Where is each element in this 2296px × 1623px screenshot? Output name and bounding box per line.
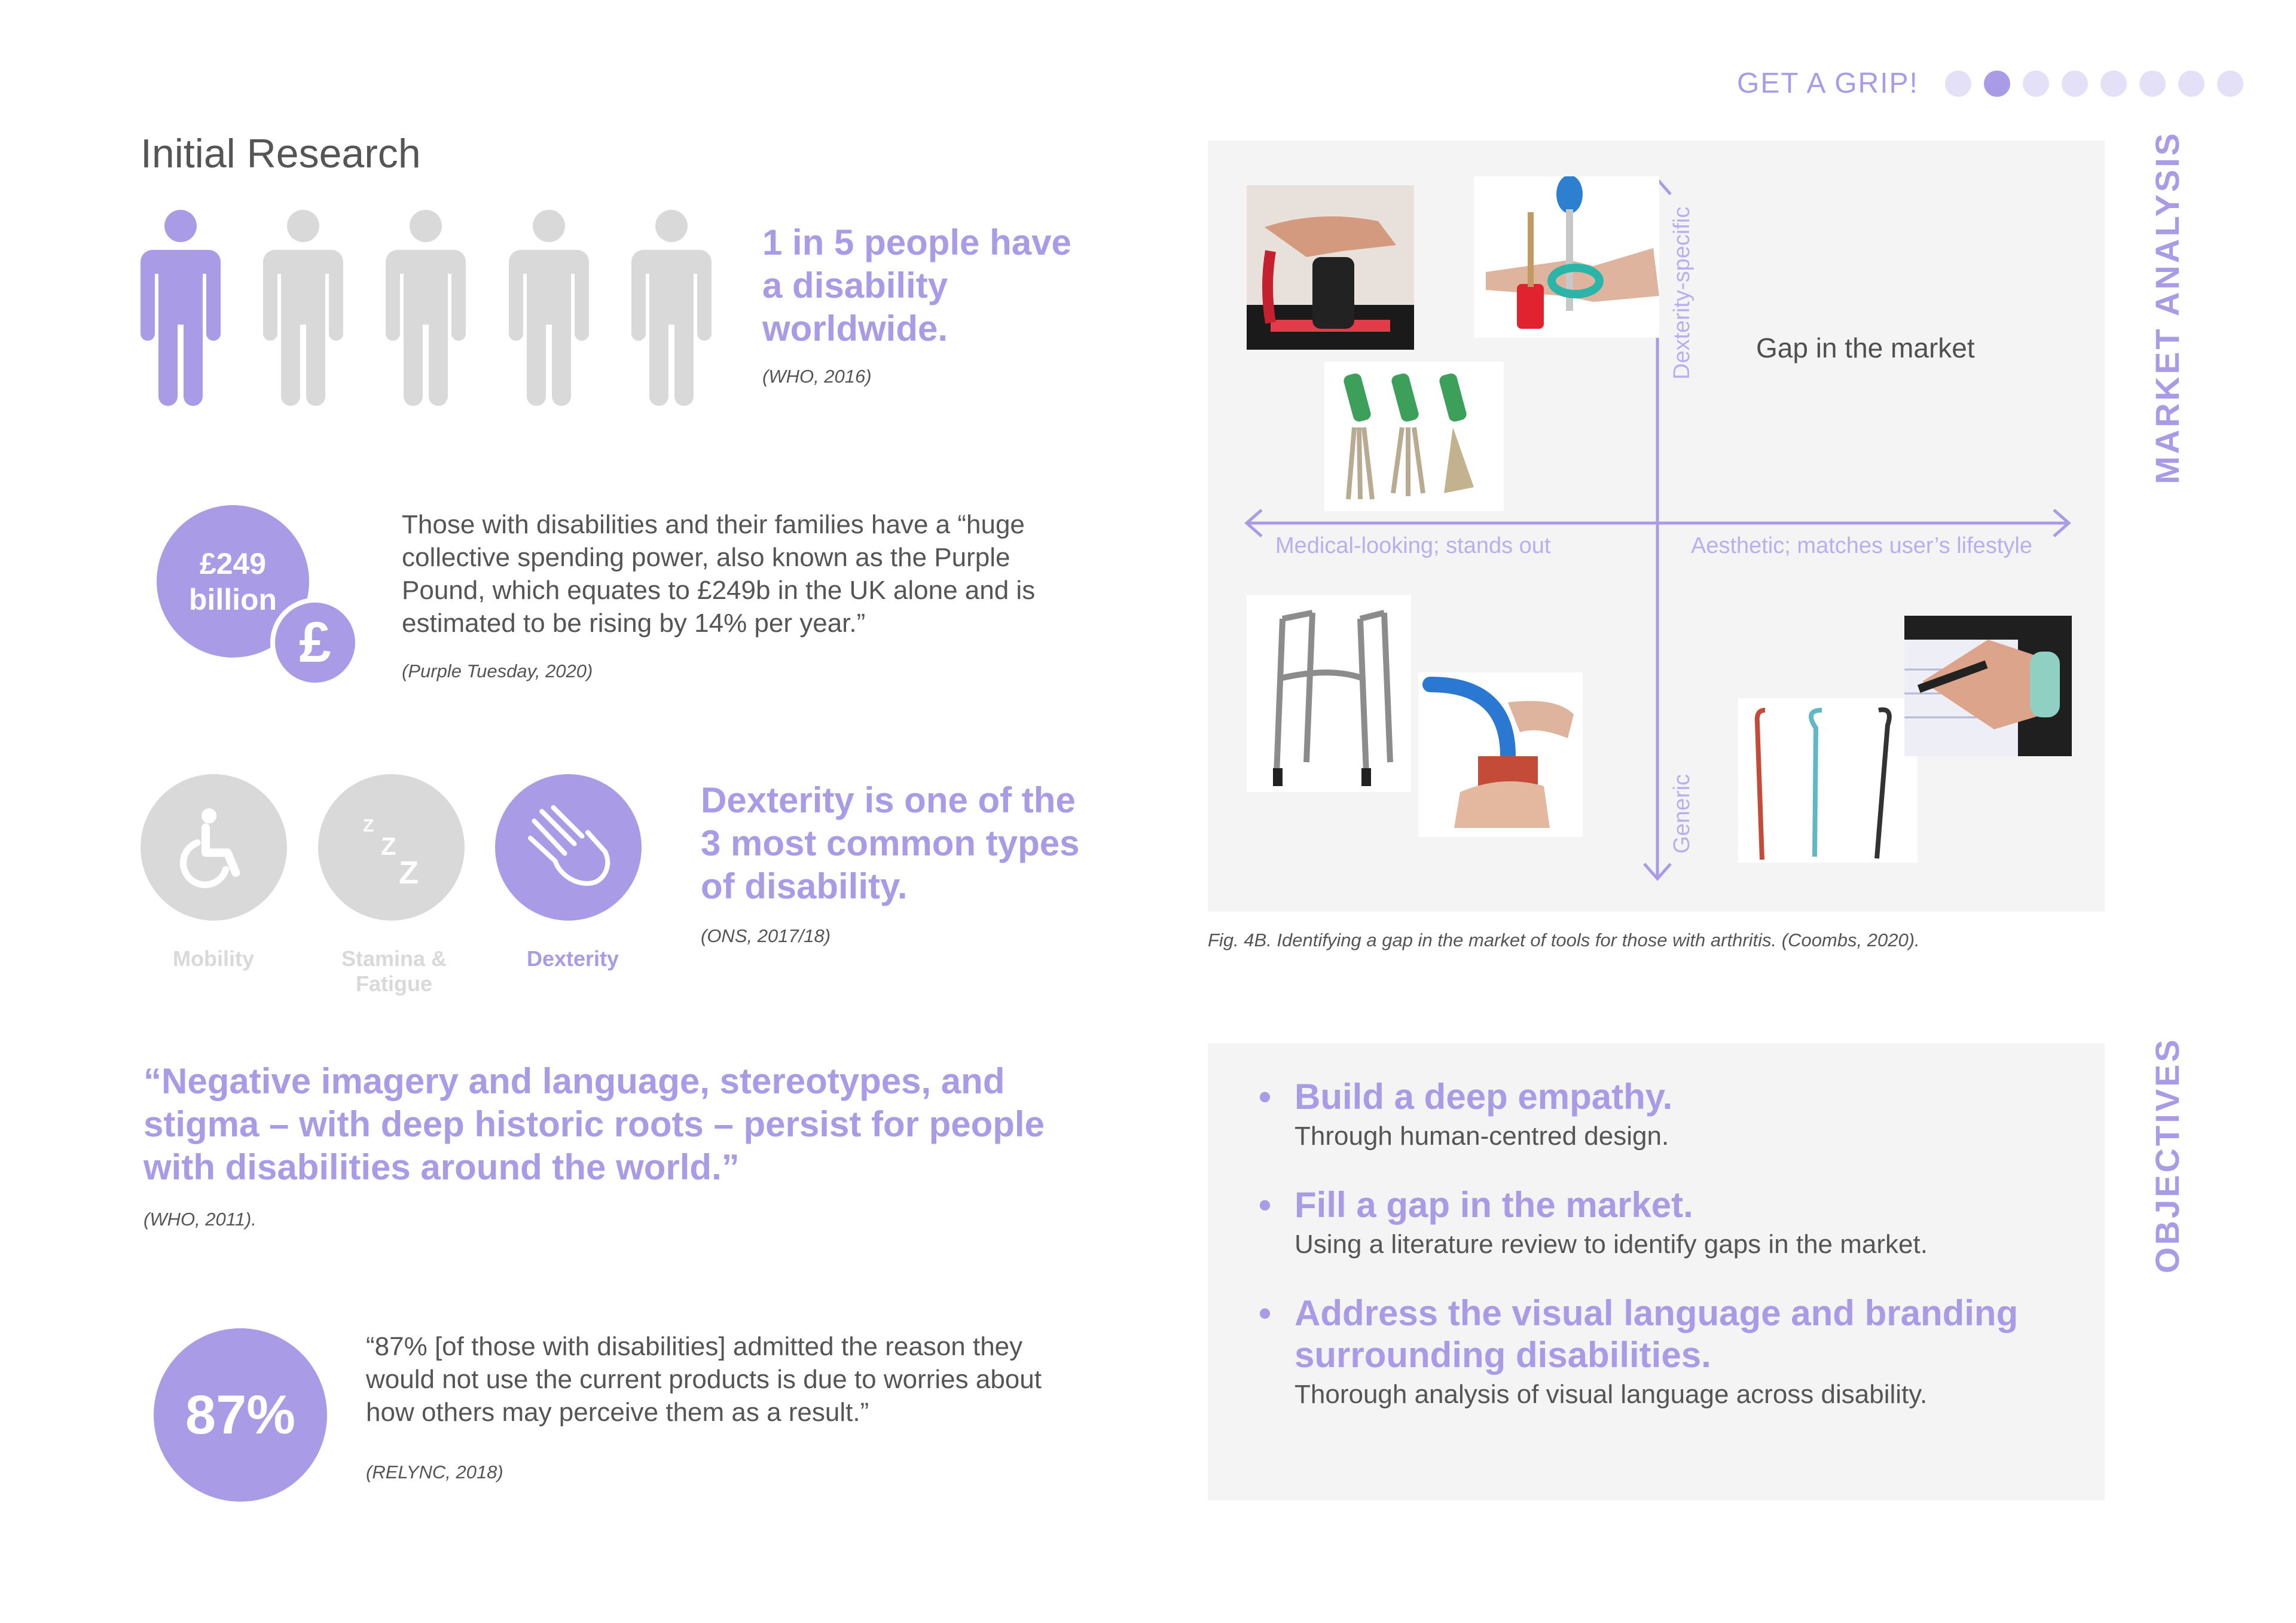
svg-text:Z: Z — [398, 854, 419, 891]
product-image-walking-canes — [1738, 698, 1918, 863]
stat-one-in-five: 1 in 5 people have a disability worldwide. — [762, 222, 1071, 349]
citation-ons: (ONS, 2017/18) — [701, 925, 831, 946]
product-image-garden-tools — [1324, 362, 1504, 511]
axis-label-right: Aesthetic; matches user’s lifestyle — [1691, 533, 2032, 558]
stamina-circle — [318, 774, 465, 921]
wheelchair-icon — [172, 806, 256, 890]
axis-label-left: Medical-looking; stands out — [1275, 533, 1551, 558]
objective-subtitle: Thorough analysis of visual language across disability. — [1294, 1380, 1928, 1409]
header-title: GET A GRIP! — [1737, 68, 1919, 99]
bullet-icon: • — [1259, 1185, 1272, 1225]
objective-title: Fill a gap in the market. — [1294, 1185, 1693, 1225]
hand-icon — [521, 800, 616, 895]
person-icon-highlighted — [141, 209, 221, 406]
figure-caption: Fig. 4B. Identifying a gap in the market of tools for those with arthritis. (Coombs, 2020). — [1208, 930, 1920, 950]
objective-item — [1259, 1184, 2084, 1260]
person-icon — [631, 209, 712, 406]
market-analysis-side-title: MARKET ANALYSIS — [2148, 130, 2186, 484]
pound-symbol: £ — [299, 610, 331, 674]
purple-pound-quote: Those with disabilities and their families have a “huge collective spending power, also known as the Purple Pound, which equates to £249b in the UK alone and is estimated to be rising by 14% per year.” — [402, 510, 1036, 638]
objectives-side-title: OBJECTIVES — [2148, 1037, 2186, 1273]
stat-87-circle — [154, 1328, 327, 1502]
stat-87-value: 87% — [185, 1384, 296, 1445]
objective-title: Address the visual language and branding surrounding disabilities. — [1294, 1293, 2019, 1375]
svg-text:Z: Z — [362, 815, 374, 836]
mobility-circle — [141, 774, 287, 921]
citation-relync: (RELYNC, 2018) — [366, 1462, 503, 1483]
objective-subtitle: Using a literature review to identify gaps in the market. — [1294, 1230, 1928, 1259]
person-icon — [509, 209, 589, 406]
page-dot[interactable] — [1945, 71, 1971, 97]
stat-87-quote: “87% [of those with disabilities] admitted the reason they would not use the current products is due to worries about how others may perceive them as a result.” — [366, 1332, 1042, 1427]
product-image-pen-grip — [1904, 616, 2072, 756]
purple-pound-amount: £249 — [199, 546, 267, 580]
page-dot[interactable] — [2178, 71, 2205, 97]
axis-label-top: Dexterity-specific — [1669, 206, 1694, 380]
product-image-walker — [1247, 595, 1411, 792]
objective-title: Build a deep empathy. — [1294, 1077, 1673, 1117]
objective-subtitle: Through human-centred design. — [1294, 1121, 1669, 1151]
citation-purple-tuesday: (Purple Tuesday, 2020) — [402, 661, 593, 681]
page-dot[interactable] — [2139, 71, 2166, 97]
product-image-jar-opener — [1247, 185, 1414, 350]
citation-who-2011: (WHO, 2011). — [144, 1209, 257, 1230]
product-image-can-opener — [1418, 673, 1583, 837]
stat-dexterity: Dexterity is one of the 3 most common types of disability. — [701, 780, 1080, 906]
label-dexterity: Dexterity — [526, 946, 619, 971]
page-dot[interactable] — [2100, 71, 2127, 97]
gap-in-market-label: Gap in the market — [1756, 332, 1975, 363]
objective-item — [1259, 1292, 2084, 1410]
svg-text:Z: Z — [380, 832, 396, 860]
person-icon — [386, 209, 466, 406]
objective-item — [1259, 1076, 2084, 1151]
person-icon — [263, 209, 343, 406]
objectives-list — [1259, 1076, 2084, 1410]
page-dot[interactable] — [2023, 71, 2049, 97]
stigma-quote: “Negative imagery and language, stereotypes, and stigma – with deep historic roots – persist for people with disabilities around the world.” — [144, 1061, 1045, 1187]
pound-symbol-icon — [270, 598, 360, 687]
page-dot[interactable] — [2217, 71, 2243, 97]
page-dot-active[interactable] — [1984, 71, 2010, 97]
bullet-icon: • — [1259, 1077, 1272, 1117]
bullet-icon: • — [1259, 1293, 1272, 1333]
purple-pound-unit: billion — [188, 582, 277, 616]
label-stamina: Stamina & Fatigue — [341, 946, 447, 996]
product-image-utensil-grip — [1474, 176, 1659, 338]
axis-label-bottom: Generic — [1669, 774, 1694, 854]
dexterity-circle — [495, 774, 642, 921]
sleep-zzz-icon — [347, 803, 436, 893]
section-title: Initial Research — [141, 131, 421, 176]
citation-who-2016: (WHO, 2016) — [762, 366, 872, 387]
label-mobility: Mobility — [173, 946, 254, 971]
page-dot[interactable] — [2062, 71, 2088, 97]
